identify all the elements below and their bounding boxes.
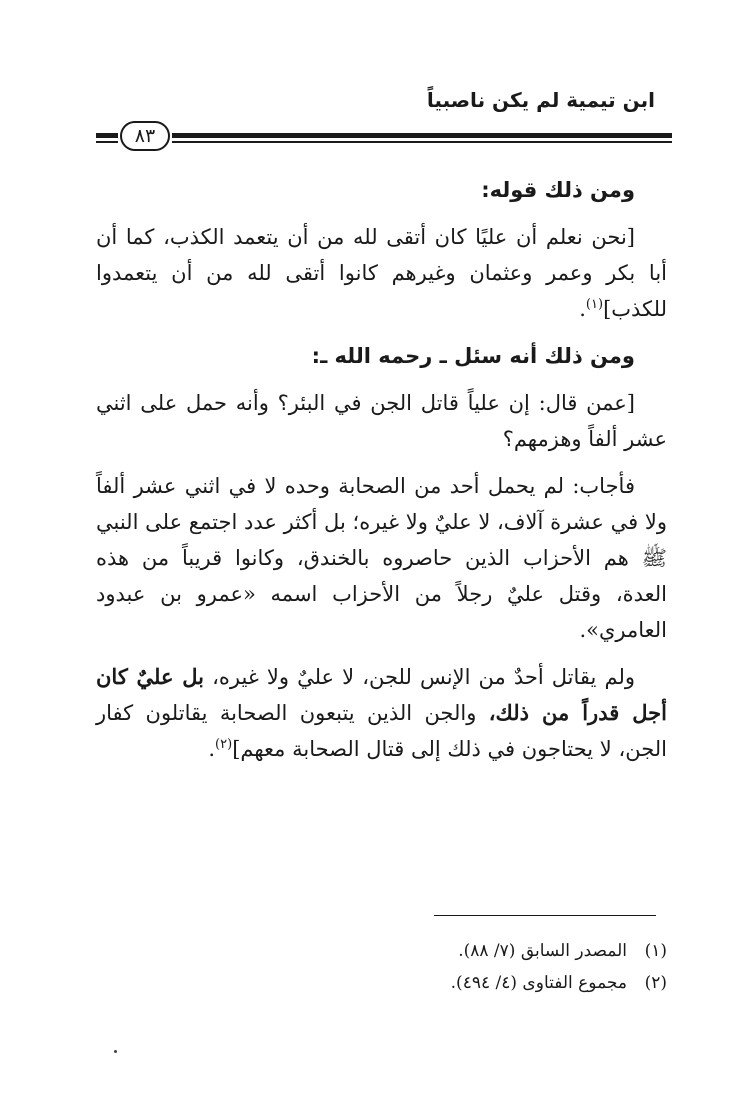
header-rule [96, 120, 672, 154]
closing-part-2: والجن الذين يتبعون الصحابة يقاتلون كفار الجن، لا يحتاجون في ذلك إلى قتال الصحابة معهم] [96, 701, 667, 761]
question-paragraph: [عمن قال: إن علياً قاتل الجن في البئر؟ وأنه حمل على اثني عشر ألفاً وهزمهم؟ [96, 391, 667, 451]
header-rule-left-thin [96, 141, 118, 143]
intro-heading-2: ومن ذلك أنه سئل ـ رحمه الله ـ: [311, 344, 635, 368]
footnote-2-text: مجموع الفتاوى (٤/ ٤٩٤). [450, 973, 627, 993]
quote-paragraph-1 [96, 219, 667, 327]
closing-part-1: ولم يقاتل أحدٌ من الإنس للجن، لا عليٌ ولا غيره، [212, 665, 635, 689]
intro-heading-1: ومن ذلك قوله: [481, 178, 635, 202]
closing-end: . [208, 737, 216, 761]
stray-ink-dot [114, 1050, 117, 1053]
header-rule-right-thin [172, 141, 672, 143]
header-rule-left-thick [96, 133, 118, 138]
answer-paragraph: فأجاب: لم يحمل أحد من الصحابة وحده لا في اثني عشر ألفاً ولا في عشرة آلاف، لا عليٌ ولا غيره؛ بل أكثر عدد اجتمع على النبي ﷺ هم الأحزاب الذين حاصروه بالخندق، وكانوا قريباً من هذه العدة، وقتل عليٌ رجلاً من الأحزاب اسمه «عمرو بن عبدود العامري». [96, 474, 667, 642]
body-text [96, 172, 667, 778]
footnote-1-number: (١) [644, 941, 667, 961]
closing-paragraph [96, 659, 667, 767]
closing-bold-part: بل عليٌ كان أجل قدراً من ذلك، [96, 664, 667, 725]
footnote-2-number: (٢) [644, 973, 667, 993]
quote-1-end: . [579, 297, 586, 321]
footnote-2 [96, 967, 667, 999]
footnote-1 [96, 935, 667, 967]
footnote-ref-2[interactable]: (٢) [215, 737, 233, 752]
page-number-badge: ٨٣ [120, 121, 170, 151]
footnote-ref-1[interactable]: (١) [585, 297, 604, 312]
footnote-separator [434, 915, 656, 916]
header-rule-right-thick [172, 133, 672, 138]
footnote-1-text: المصدر السابق (٧/ ٨٨). [458, 941, 627, 961]
footnotes [96, 935, 667, 999]
running-title: ابن تيمية لم يكن ناصبياً [426, 88, 655, 112]
quote-1-text: [نحن نعلم أن عليًا كان أتقى لله من أن يتعمد الكذب، كما أن أبا بكر وعمر وعثمان وغيرهم كانوا أتقى لله من أن يتعمدوا للكذب] [96, 225, 667, 321]
